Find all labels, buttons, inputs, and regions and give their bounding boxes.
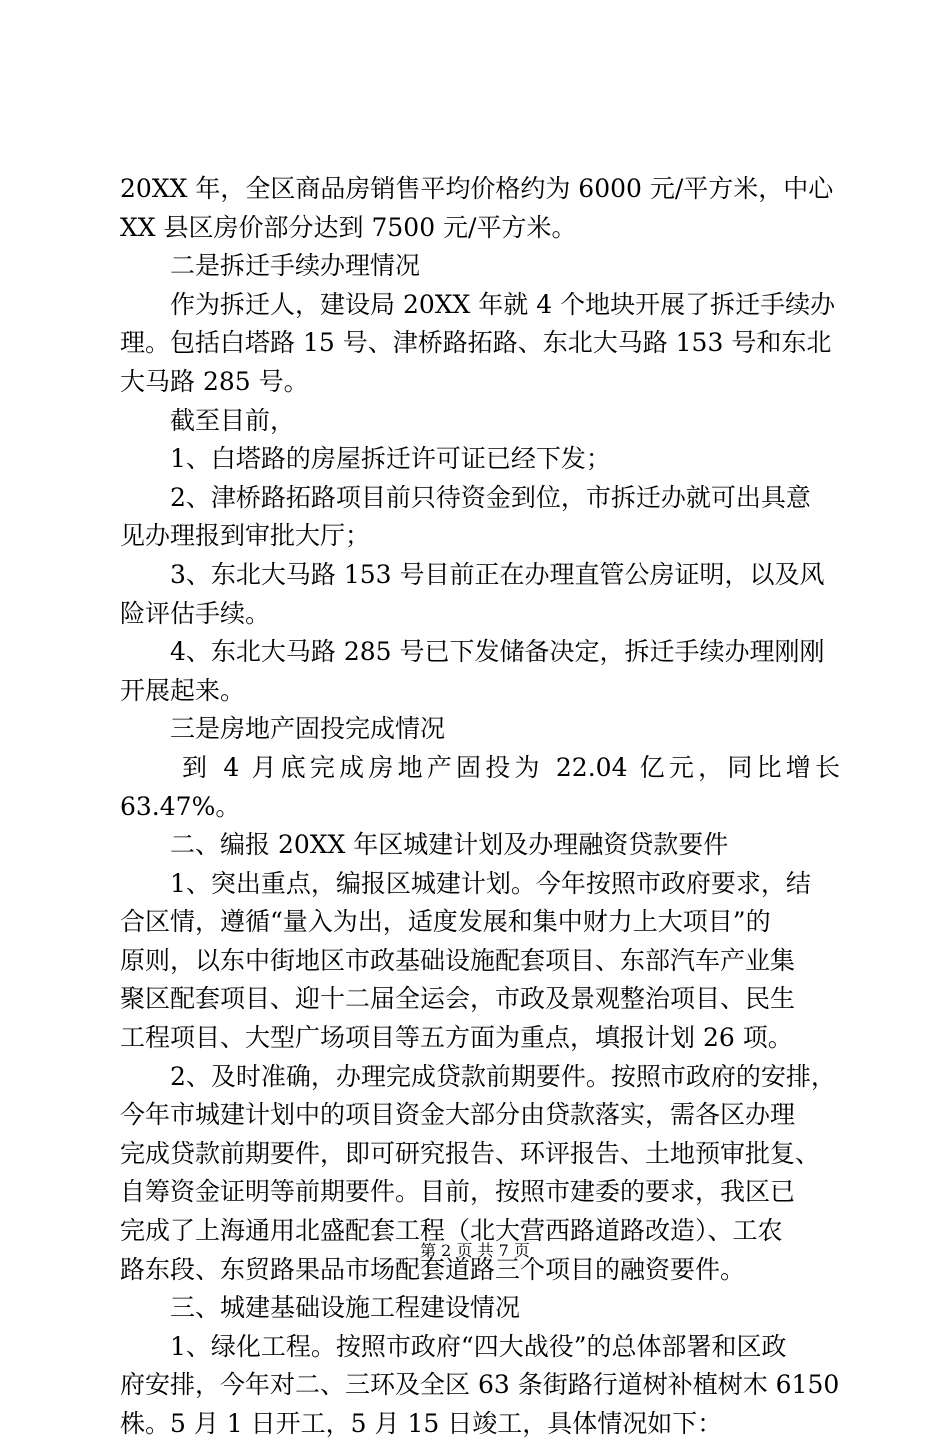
text-line: 作为拆迁人，建设局 20XX 年就 4 个地块开展了拆迁手续办 [170,289,836,319]
text-line: 合区情，遵循“量入为出，适度发展和集中财力上大项目”的 [120,907,771,937]
text-line: 路东段、东贸路果品市场配套道路三个项目的融资要件。 [120,1254,746,1284]
text-line: 工程项目、大型广场项目等五方面为重点，填报计划 26 项。 [120,1023,793,1053]
list-item: 2、津桥路拓路项目前只待资金到位，市拆迁办就可出具意 [170,482,811,512]
text-line: 1、突出重点，编报区城建计划。今年按照市政府要求，结 [170,868,811,898]
section-heading: 三是房地产固投完成情况 [170,714,446,744]
text-line: 完成贷款前期要件，即可研究报告、环评报告、土地预审批复、 [120,1138,821,1168]
list-item: 4、东北大马路 285 号已下发储备决定，拆迁手续办理刚刚 [170,637,825,667]
text-line: 府安排，今年对二、三环及全区 63 条街路行道树补植树木 6150 [120,1370,840,1400]
page-number: 第 2 页 共 7 页 [420,1241,530,1260]
text-line: 1、绿化工程。按照市政府“四大战役”的总体部署和区政 [170,1331,787,1361]
text-line: 今年市城建计划中的项目资金大部分由贷款落实，需各区办理 [120,1100,796,1130]
text-line: 2、及时准确，办理完成贷款前期要件。按照市政府的安排， [170,1061,836,1091]
text-line: 完成了上海通用北盛配套工程（北大营西路道路改造）、工农 [120,1216,783,1246]
text-line: 理。包括白塔路 15 号、津桥路拓路、东北大马路 153 号和东北 [120,328,832,358]
page-footer [0,1240,950,1262]
section-heading: 三、城建基础设施工程建设情况 [170,1293,521,1323]
section-heading: 二、编报 20XX 年区城建计划及办理融资贷款要件 [170,830,729,860]
text-line: 险评估手续。 [120,598,271,628]
text-line: 大马路 285 号。 [120,366,309,396]
text-line: 63.47%。 [120,791,241,821]
list-item: 1、白塔路的房屋拆迁许可证已经下发； [170,444,611,474]
text-line: 聚区配套项目、迎十二届全运会，市政及景观整治项目、民生 [120,984,796,1014]
text-line: 开展起来。 [120,675,246,705]
text-line: 到 4 月底完成房地产固投为 22.04 亿元，同比增长 [182,752,840,782]
text-line: 原则，以东中街地区市政基础设施配套项目、东部汽车产业集 [120,945,796,975]
section-heading: 二是拆迁手续办理情况 [170,251,421,281]
text-line: 截至目前， [170,405,296,435]
text-line: 自筹资金证明等前期要件。目前，按照市建委的要求，我区已 [120,1177,796,1207]
list-item: 3、东北大马路 153 号目前正在办理直管公房证明，以及风 [170,559,825,589]
text-line: 见办理报到审批大厅； [120,521,371,551]
text-line: XX 县区房价部分达到 7500 元/平方米。 [120,212,577,242]
text-line: 20XX 年，全区商品房销售平均价格约为 6000 元/平方米，中心 [120,174,834,203]
text-line: 株。5 月 1 日开工，5 月 15 日竣工，具体情况如下： [120,1409,723,1438]
